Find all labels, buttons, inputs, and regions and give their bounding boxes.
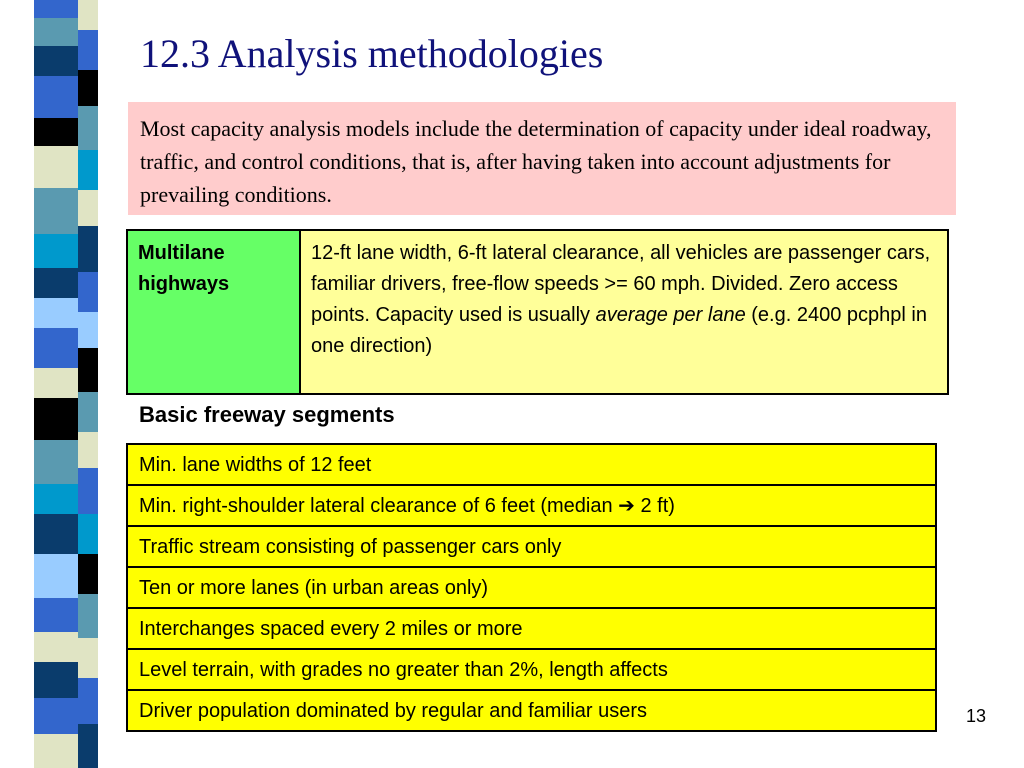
intro-callout: Most capacity analysis models include the determination of capacity under ideal roadway, traffic, and control conditions, that is, after having taken into account adjustments for prevailing conditions. — [128, 102, 956, 215]
multilane-description-text: 12-ft lane width, 6-ft lateral clearance, all vehicles are passenger cars, familiar drivers, free-flow speeds >= 60 mph. Divided. Zero access points. Capacity used is usually — [311, 242, 931, 326]
decorative-stripe-inner — [78, 0, 98, 768]
table-row — [127, 230, 948, 394]
slide-title: 12.3 Analysis methodologies — [140, 31, 604, 76]
decorative-stripe-outer — [34, 0, 78, 768]
list-item: Min. lane widths of 12 feet — [139, 454, 372, 476]
multilane-heading: Multilane highways — [127, 230, 300, 394]
page-number: 13 — [966, 706, 987, 726]
multilane-description-tail: (e.g. 2400 pcphpl in one direction) — [311, 304, 927, 357]
list-item: Traffic stream consisting of passenger cars only — [128, 525, 935, 566]
list-item-text: Min. right-shoulder lateral clearance of 6 feet (median — [139, 495, 619, 517]
arrow-right-icon: ➔ — [618, 495, 635, 517]
multilane-description — [300, 230, 948, 394]
multilane-highways-table — [126, 229, 949, 395]
list-item: Interchanges spaced every 2 miles or more — [128, 607, 935, 648]
list-item-text-tail: 2 ft) — [634, 495, 675, 517]
list-item — [128, 484, 935, 525]
list-item: Level terrain, with grades no greater than 2%, length affects — [128, 648, 935, 689]
freeway-conditions-list — [126, 443, 937, 732]
list-item: Driver population dominated by regular and familiar users — [128, 689, 935, 730]
list-item: Ten or more lanes (in urban areas only) — [128, 566, 935, 607]
freeway-heading: Basic freeway segments — [139, 402, 395, 427]
multilane-description-emphasis: average per lane — [595, 304, 746, 326]
